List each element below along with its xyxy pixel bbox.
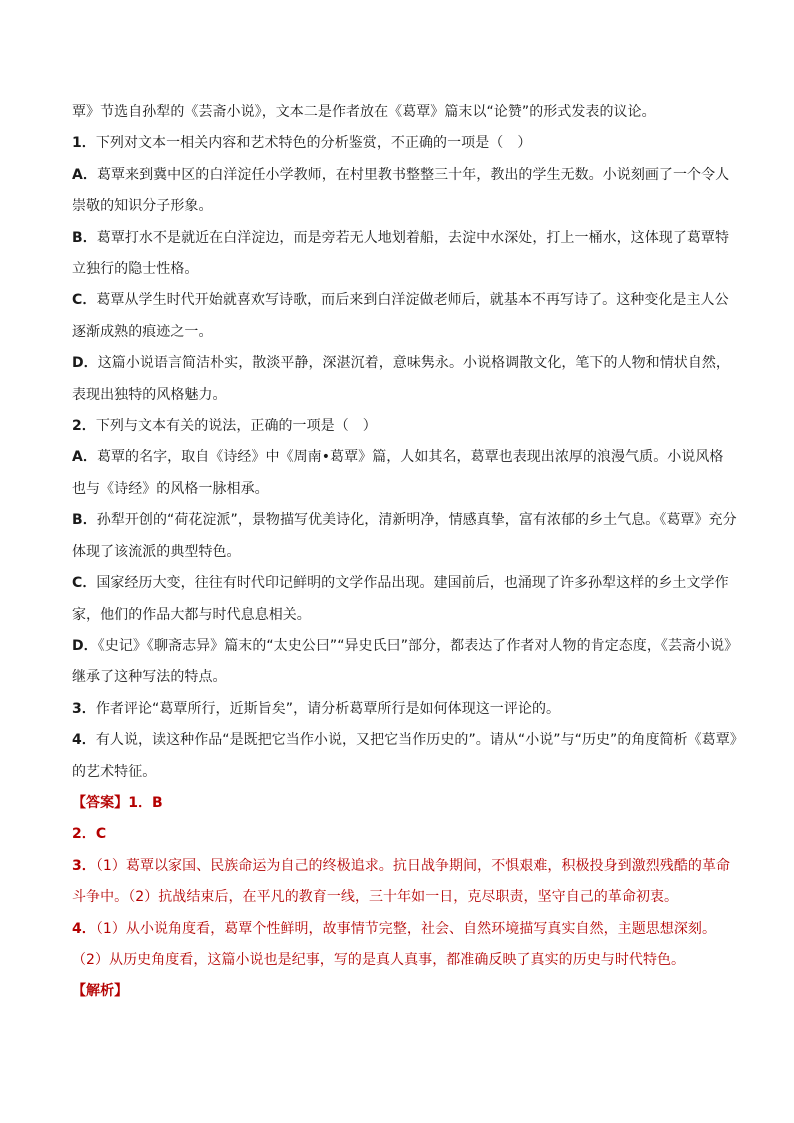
q2-option-a: [72, 442, 732, 473]
answer-line-1: [72, 788, 732, 819]
q1-option-d-cont: 表现出独特的风格魅力。: [72, 386, 227, 403]
question-2-stem: [72, 411, 732, 442]
option-letter: D．: [72, 355, 98, 372]
question-text: 下列对文本一相关内容和艺术特色的分析鉴赏，不正确的一项是（ ）: [95, 135, 532, 152]
question-text: 作者评论“葛覃所行，近斯旨矣”，请分析葛覃所行是如何体现这一评论的。: [95, 700, 561, 717]
option-text: 这篇小说语言简洁朴实，散淡平静，深湛沉着，意味隽永。小说格调散文化，笔下的人物和情状自然，: [97, 355, 730, 372]
option-text: 孙犁开创的“荷花淀派”，景物描写优美诗化，清新明净，情感真挚，富有浓郁的乡土气息。《葛覃》充分: [96, 512, 737, 529]
question-number: 3．: [72, 700, 96, 717]
option-letter: D．: [72, 637, 98, 654]
q1-option-c: [72, 285, 732, 316]
option-text: 国家经历大变，往往有时代印记鲜明的文学作品出现。建国前后，也涌现了许多孙犁这样的乡土文学作: [96, 575, 729, 592]
q2-option-b-cont: 体现了该流派的典型特色。: [72, 543, 241, 560]
answer-3: [72, 851, 732, 882]
analysis-label: 【解析】: [72, 983, 129, 1000]
answer-4-cont: （2）从历史角度看，这篇小说也是纪事，写的是真人真事，都准确反映了真实的历史与时代特色。: [72, 951, 686, 968]
question-4-stem: [72, 725, 744, 756]
question-number: 2．: [72, 418, 96, 435]
answer-2: 2．C: [72, 826, 107, 843]
q2-option-c-cont: 家，他们的作品大都与时代息息相关。: [72, 606, 311, 623]
question-number: 4．: [72, 732, 96, 749]
option-text: 葛覃从学生时代开始就喜欢写诗歌，而后来到白洋淀做老师后，就基本不再写诗了。这种变化是主人公: [96, 292, 729, 309]
q2-option-d: [72, 631, 739, 662]
option-text: 葛覃的名字，取自《诗经》中《周南•葛覃》篇，人如其名，葛覃也表现出浓厚的浪漫气质。小说风格: [96, 449, 724, 466]
q2-option-b: [72, 505, 737, 536]
answer-1: 1．B: [128, 794, 163, 811]
question-number: 1．: [72, 135, 96, 152]
answer-label: 【答案】: [72, 794, 129, 811]
option-letter: B．: [72, 229, 97, 246]
q2-option-a-cont: 也与《诗经》的风格一脉相承。: [72, 480, 269, 497]
q2-option-d-cont: 继承了这种写法的特点。: [72, 669, 227, 686]
q1-option-c-cont: 逐渐成熟的痕迹之一。: [72, 323, 213, 340]
answer-number: 4．: [72, 920, 96, 937]
option-letter: B．: [72, 512, 97, 529]
q1-option-b: [72, 223, 732, 254]
q1-option-b-cont: 立独行的隐士性格。: [72, 261, 199, 278]
option-text: 葛覃来到冀中区的白洋淀任小学教师，在村里教书整整三十年，教出的学生无数。小说刻画了一个令人: [96, 166, 730, 183]
option-letter: A．: [72, 166, 97, 183]
question-3-stem: [72, 694, 732, 725]
q1-option-d: [72, 348, 732, 379]
option-letter: C．: [72, 292, 97, 309]
question-text: 下列与文本有关的说法，正确的一项是（ ）: [95, 418, 377, 435]
answer-text: （1）葛覃以家国、民族命运为自己的终极追求。抗日战争期间，不惧艰难，积极投身到激烈残酷的革命: [95, 857, 731, 874]
document-content: [72, 97, 744, 1008]
q1-option-a-cont: 崇敬的知识分子形象。: [72, 198, 213, 215]
answer-text: （1）从小说角度看，葛覃个性鲜明，故事情节完整，社会、自然环境描写真实自然，主题思想深刻。: [95, 920, 716, 937]
question-text: 有人说，读这种作品“是既把它当作小说，又把它当作历史的”。请从“小说”与“历史”的角度简析《葛覃》: [95, 732, 744, 749]
option-letter: A．: [72, 449, 97, 466]
option-letter: C．: [72, 575, 97, 592]
question-1-stem: [72, 128, 732, 159]
answer-4: [72, 914, 732, 945]
option-text: 《史记》《聊斋志异》篇末的“太史公曰”“异史氏曰”部分，都表达了作者对人物的肯定态度，《芸斋小说》: [97, 637, 739, 654]
q2-option-c: [72, 568, 732, 599]
q1-option-a: [72, 160, 732, 191]
question-4-stem-cont: 的艺术特征。: [72, 763, 157, 780]
option-text: 葛覃打水不是就近在白洋淀边，而是旁若无人地划着船，去淀中水深处，打上一桶水，这体现了葛覃特: [96, 229, 730, 246]
answer-number: 3．: [72, 857, 96, 874]
answer-3-cont: 斗争中。（2）抗战结束后，在平凡的教育一线，三十年如一日，克尽职责，坚守自己的革命初衷。: [72, 889, 679, 906]
intro-line: 覃》节选自孙犁的《芸斋小说》，文本二是作者放在《葛覃》篇末以“论赞”的形式发表的议论。: [72, 104, 656, 120]
